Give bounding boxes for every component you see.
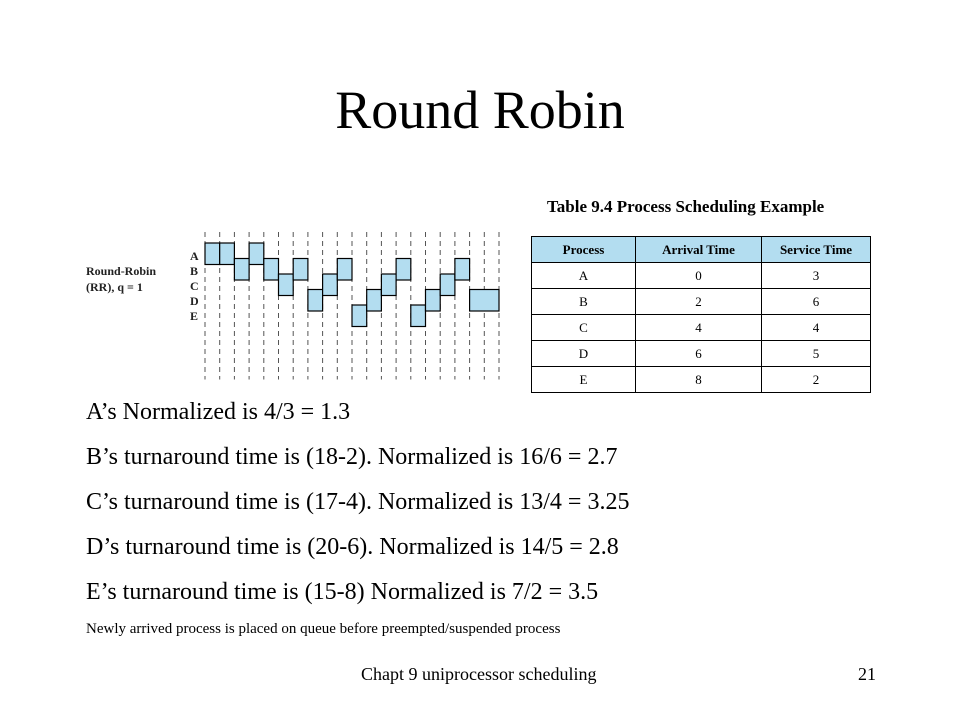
slide-title: Round Robin (335, 80, 625, 140)
gantt-segment-A (249, 243, 264, 265)
process-letter: E (190, 309, 199, 323)
body-line: E’s turnaround time is (15-8) Normalized is 7/2 = 3.5 (86, 579, 599, 605)
table-header: Service Time (762, 237, 871, 263)
table-cell: B (532, 289, 636, 315)
gantt-segment-C (323, 274, 338, 296)
process-letter: A (190, 249, 199, 263)
process-letters (190, 249, 199, 324)
table-cell: 2 (762, 367, 871, 393)
gantt-segment-E (411, 305, 426, 327)
slide-footer: Chapt 9 uniprocessor scheduling (361, 664, 597, 684)
page-number: 21 (858, 664, 876, 684)
process-letter: C (190, 279, 199, 293)
process-letter: D (190, 294, 199, 308)
table-cell: 3 (762, 263, 871, 289)
table-cell: 8 (636, 367, 762, 393)
table-cell: 2 (636, 289, 762, 315)
table-cell: 0 (636, 263, 762, 289)
table-header: Process (532, 237, 636, 263)
table-row (532, 367, 871, 393)
table-cell: 6 (636, 341, 762, 367)
gantt-segment-B (264, 259, 279, 281)
round-robin-label (86, 263, 156, 295)
gantt-segment-A (205, 243, 220, 265)
body-line: A’s Normalized is 4/3 = 1.3 (86, 399, 351, 425)
gantt-segment-B (234, 259, 249, 281)
table-row (532, 263, 871, 289)
table-cell: E (532, 367, 636, 393)
round-robin-label-line2: (RR), q = 1 (86, 280, 143, 294)
table-cell: C (532, 315, 636, 341)
table-cell: 4 (636, 315, 762, 341)
table-cell: 4 (762, 315, 871, 341)
table-cell: 5 (762, 341, 871, 367)
gantt-segment-D (308, 290, 323, 312)
table-row (532, 315, 871, 341)
gantt-segment-B (337, 259, 352, 281)
table-cell: A (532, 263, 636, 289)
table-row (532, 289, 871, 315)
body-line: B’s turnaround time is (18-2). Normalized is 16/6 = 2.7 (86, 444, 618, 470)
table-header: Arrival Time (636, 237, 762, 263)
gantt-segment-C (381, 274, 396, 296)
gantt-segment-B (455, 259, 470, 281)
table-caption: Table 9.4 Process Scheduling Example (547, 197, 825, 216)
table-header-row (532, 237, 871, 263)
gantt-segment-C (440, 274, 455, 296)
note-text: Newly arrived process is placed on queue before preempted/suspended process (86, 621, 561, 637)
body-text (86, 390, 629, 615)
gantt-segment-C (279, 274, 294, 296)
gantt-segment-B (293, 259, 308, 281)
table-cell: 6 (762, 289, 871, 315)
round-robin-gantt-diagram (200, 232, 506, 382)
table-cell: D (532, 341, 636, 367)
gantt-segment-D (470, 290, 499, 312)
gantt-segment-D (426, 290, 441, 312)
gantt-segment-E (352, 305, 367, 327)
gantt-segment-B (396, 259, 411, 281)
gantt-segment-A (220, 243, 235, 265)
body-line: C’s turnaround time is (17-4). Normalized is 13/4 = 3.25 (86, 489, 630, 515)
process-letter: B (190, 264, 199, 278)
gantt-segment-D (367, 290, 382, 312)
body-line: D’s turnaround time is (20-6). Normalized is 14/5 = 2.8 (86, 534, 619, 560)
process-scheduling-table (531, 236, 871, 393)
round-robin-label-line1: Round-Robin (86, 264, 157, 278)
table-row (532, 341, 871, 367)
